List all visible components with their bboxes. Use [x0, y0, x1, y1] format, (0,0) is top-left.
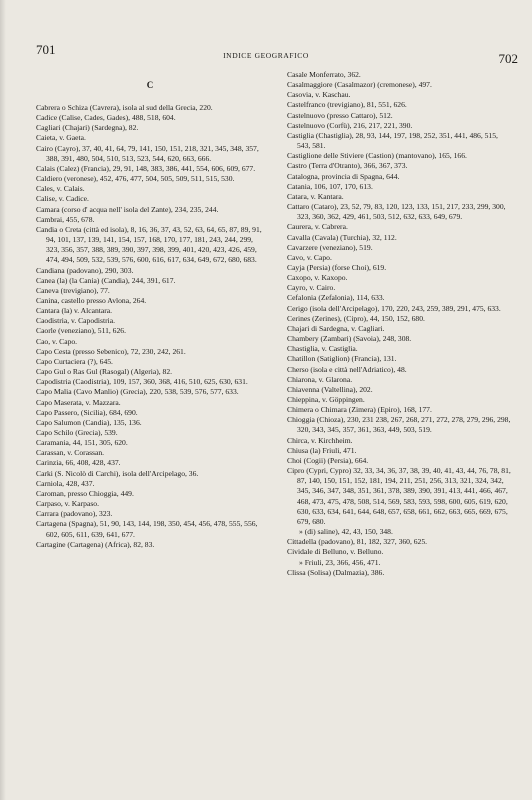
index-entry: Canea (la) (la Cania) (Candia), 244, 391, 617. [36, 275, 176, 285]
section-letter-heading: C [146, 80, 154, 90]
index-entry: Casalmaggiore (Casalmazor) (cremonese), 497. [287, 80, 432, 90]
index-entry: Cartagena (Spagna), 51, 90, 143, 144, 198, 350, 454, 456, 478, 555, 556, 602, 605, 611, 639, 641, 677. [36, 519, 258, 539]
index-entry: Castiglia (Chastiglia), 28, 93, 144, 197, 198, 252, 351, 441, 486, 515, 543, 581. [287, 130, 498, 151]
running-header-title: INDICE GEOGRAFICO [223, 51, 309, 60]
index-entry: Caodistria, v. Capodistria. [36, 316, 116, 326]
index-entry: Cavo, v. Capo. [287, 252, 332, 262]
index-entry: Cambrai, 455, 678. [36, 214, 95, 224]
index-entry: Capo Schilo (Grecia), 539. [36, 428, 118, 437]
index-entry: Cividale di Belluno, v. Belluno. [287, 547, 384, 557]
index-entry: Cittadella (padovano), 81, 182, 327, 360, 625. [287, 537, 428, 547]
index-entry: Cavarzere (veneziano), 519. [287, 242, 373, 252]
index-entry: Capo Gul o Ras Gul (Rasogal) (Algeria), 82. [36, 367, 173, 377]
index-entry: Chioggia (Chioza), 230, 231 238, 267, 268, 271, 272, 278, 279, 296, 298, 320, 343, 345, 357, 361, 363, 449, 503, 519. [287, 415, 511, 435]
index-entry: Cadice (Calise, Cades, Gades), 488, 518, 604. [36, 113, 176, 123]
page-number-right: 702 [498, 51, 518, 66]
index-entry: Chimera o Chimara (Zimera) (Epiro), 168, 177. [287, 405, 432, 415]
index-entry: Casale Monferrato, 362. [287, 70, 361, 79]
index-entry: Castelfranco (trevigiano), 81, 551, 626. [287, 100, 407, 110]
page-number-left: 701 [36, 42, 56, 57]
index-entry: Cerigo (isola dell'Arcipelago), 170, 220, 243, 259, 389, 291, 475, 633. [287, 303, 501, 313]
index-entry: Calais (Calez) (Francia), 29, 91, 148, 383, 386, 441, 554, 606, 609, 677. [36, 163, 256, 173]
index-entry: Cales, v. Calais. [36, 184, 85, 194]
index-entry: Cayro, v. Cairo. [287, 283, 336, 293]
index-entry: Caieta, v. Gaeta. [36, 133, 86, 143]
index-entry: Cipro (Cypri, Cypro) 32, 33, 34, 36, 37, 38, 39, 40, 41, 43, 44, 76, 78, 81, 87, 140, 150, 151, 152, 181, 194, 211, 251, 256, 313, 321, 324, 342, 345, 346, 347, 348, 351, 361, 378, 389, 390, 391, 413, 441, 466, 467, 468, 473, 475, 478, 508, 514, 569, 583, 593, 598, 600, 605, 619, 620, 630, 633, 634, 641, 644, 648, 657, 658, 661, 662, 663, 665, 669, 675, 679, 680. [287, 466, 511, 526]
index-entry: Catalogna, provincia di Spagna, 644. [287, 171, 400, 181]
index-entry: Chajari di Sardegna, v. Cagliari. [287, 323, 385, 333]
index-entry: Carki (S. Nicolò di Carchi), isola dell'Arcipelago, 36. [36, 468, 199, 478]
index-entry: Cao, v. Capo. [36, 336, 78, 346]
index-entry: Cagliari (Chajari) (Sardegna), 82. [36, 123, 139, 133]
index-entry: Catania, 106, 107, 170, 613. [287, 181, 373, 191]
page-gutter-shadow [0, 0, 6, 800]
index-entry: Caldiero (veronese), 452, 476, 477, 504, 505, 509, 511, 515, 530. [36, 174, 235, 184]
index-entry: Cherso (isola e città nell'Adriatico), 48. [287, 364, 407, 374]
index-entry: Casovia, v. Kaschau. [287, 90, 351, 100]
index-entry: Carniola, 428, 437. [36, 478, 95, 488]
index-entry: Capo Malia (Cavo Manlio) (Grecia), 220, 538, 539, 576, 577, 633. [36, 387, 239, 397]
index-column-left [36, 79, 264, 550]
index-entry: Catara, v. Kantara. [287, 191, 344, 201]
index-entry: Caurera, v. Cabrera. [287, 222, 348, 232]
index-entry: Chiarona, v. Glarona. [287, 374, 353, 384]
index-entry: Cantara (la) v. Alcantara. [36, 306, 113, 316]
index-entry: Cabrera o Schiza (Cavrera), isola al sud della Grecia, 220. [36, 103, 213, 112]
index-entry: Calise, v. Cadice. [36, 194, 89, 204]
index-entry: Capo Passero, (Sicilia), 684, 690. [36, 407, 138, 417]
index-entry: Chatillon (Satiglion) (Francia), 131. [287, 354, 397, 364]
index-entry: Cavalla (Cavala) (Turchia), 32, 112. [287, 232, 397, 242]
index-entry: Canina, castello presso Avlona, 264. [36, 295, 147, 305]
index-entry: Cairo (Cayro), 37, 40, 41, 64, 79, 141, 150, 151, 218, 321, 345, 348, 357, 388, 391, 480, 504, 510, 513, 523, 544, 620, 663, 666. [36, 143, 259, 163]
index-entry: Cartagine (Cartagena) (Africa), 82, 83. [36, 539, 155, 549]
index-entry: Castelnuovo (presso Cattaro), 512. [287, 110, 393, 120]
index-entry: Chiusa (la) Friuli, 471. [287, 445, 357, 455]
index-entry: Capo Curtaciera (?), 645. [36, 356, 113, 366]
index-entry: Caroman, presso Chioggia, 449. [36, 488, 134, 498]
index-entry: Camara (corso d' acqua nell' isola del Zante), 234, 235, 244. [36, 204, 219, 214]
index-entry: Cayja (Persia) (forse Choi), 619. [287, 262, 387, 272]
index-entry: Capo Maserata, v. Mazzara. [36, 397, 121, 407]
index-entry: Chieppina, v. Göppingen. [287, 395, 365, 404]
index-entry: Choi (Cogii) (Persia), 664. [287, 455, 369, 465]
index-entry: Capodistria (Caodistria), 109, 157, 360, 368, 416, 510, 625, 630, 631. [36, 377, 248, 387]
index-entry: Clissa (Solisa) (Dalmazia), 386. [287, 567, 385, 577]
index-subentry: » (di) saline), 42, 43, 150, 348. [299, 527, 393, 537]
index-entry: Caorle (veneziano), 511, 626. [36, 326, 126, 336]
index-entry: Candiana (padovano), 290, 303. [36, 265, 134, 275]
index-entry: Chambery (Zambari) (Savoia), 248, 308. [287, 334, 412, 344]
index-entry: Caramania, 44, 151, 305, 620. [36, 438, 128, 448]
index-entry: Castro (Terra d'Otranto), 366, 367, 373. [287, 161, 408, 171]
index-entry-list-right [287, 70, 513, 578]
index-entry: Capo Salumon (Candia), 135, 136. [36, 417, 142, 427]
index-entry: Castelnuovo (Corfù), 216, 217, 221, 390. [287, 120, 413, 130]
index-subentry: » Friuli, 23, 366, 456, 471. [299, 557, 381, 567]
index-column-right [287, 70, 513, 578]
index-entry: Caxopo, v. Kaxopo. [287, 273, 348, 283]
index-entry: Carrara (padovano), 323. [36, 509, 113, 519]
index-entry: Carinzia, 66, 408, 428, 437. [36, 458, 121, 468]
index-entry: Cerines (Zerines), (Cipro), 44, 150, 152, 680. [287, 313, 425, 323]
index-entry: Carassan, v. Corassan. [36, 448, 105, 458]
index-entry: Chirca, v. Kirchheim. [287, 435, 353, 445]
index-entry-list-left [36, 103, 264, 550]
index-entry: Capo Cesta (presso Sebenico), 72, 230, 242, 261. [36, 346, 186, 356]
index-entry: Castiglione delle Stiviere (Castion) (mantovano), 165, 166. [287, 151, 467, 161]
index-entry: Caneva (trevigiano), 77. [36, 285, 110, 295]
index-entry: Carpaso, v. Karpaso. [36, 499, 99, 509]
index-entry: Candia o Creta (città ed isola), 8, 16, 36, 37, 43, 52, 63, 64, 65, 87, 89, 91, 94, 101, 137, 139, 141, 154, 157, 168, 170, 177, 181, 243, 244, 299, 323, 356, 357, 388, 389, 390, 397, 398, 399, 401, 420, 423, 426, 459, 474, 494, 509, 532, 539, 576, 600, 616, 617, 634, 649, 672, 680, 683. [36, 224, 262, 265]
index-entry: Cefalonia (Zefalonia), 114, 633. [287, 293, 385, 303]
index-entry: Cattaro (Cataro), 23, 52, 79, 83, 120, 123, 133, 151, 217, 233, 299, 300, 323, 360, 362, 429, 461, 503, 512, 632, 633, 649, 679. [287, 202, 506, 222]
index-entry: Chastiglia, v. Castiglia. [287, 344, 358, 354]
index-entry: Chiavenna (Valtellina), 202. [287, 384, 373, 394]
